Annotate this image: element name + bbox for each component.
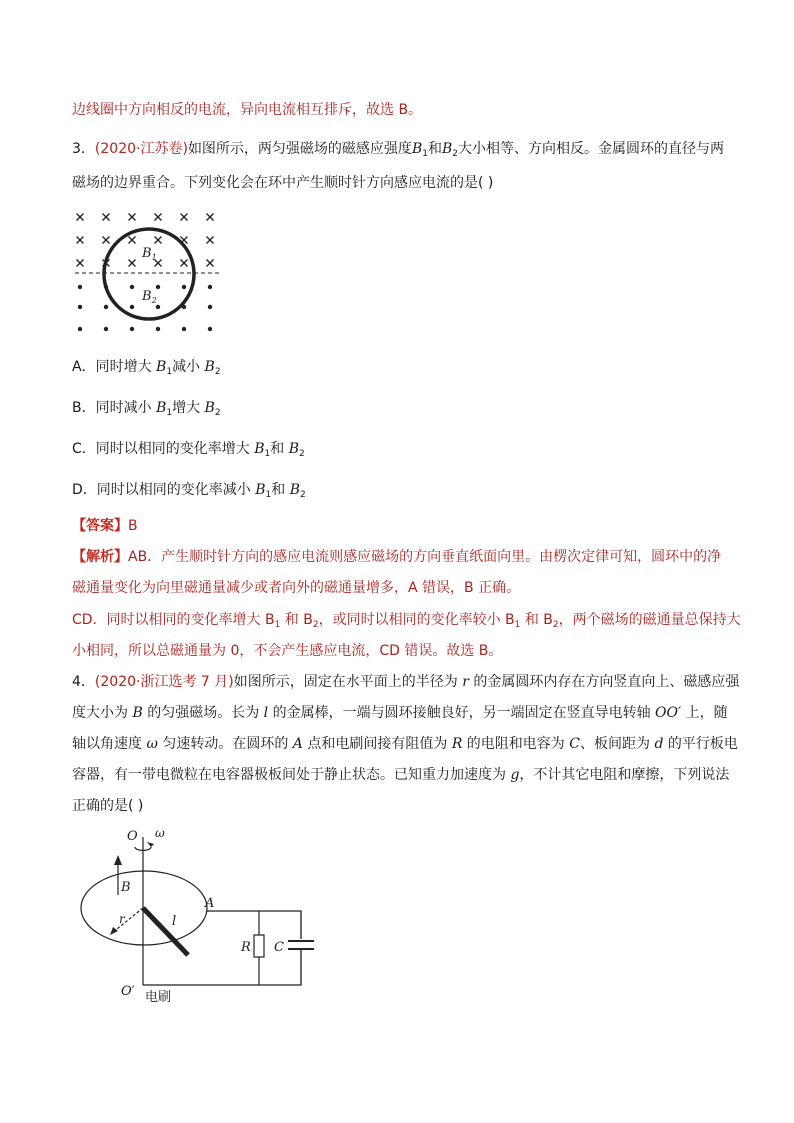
cross-mark	[77, 214, 84, 221]
cross-mark	[155, 237, 162, 244]
cross-mark	[181, 260, 188, 267]
q4-var-b: B	[132, 705, 143, 721]
option-d[interactable]	[72, 480, 306, 505]
analysis-seg: 和 B	[280, 612, 313, 628]
label-resistor: R	[241, 940, 251, 955]
analysis-line3	[72, 610, 741, 635]
option-sub: 1	[166, 367, 173, 377]
q4-var-c: C	[569, 736, 580, 752]
option-letter: B．	[72, 400, 96, 416]
q4-seg: 的金属棒，一端与圆环接触良好，另一端固定在竖直导电转轴	[268, 705, 656, 721]
q4-var-g: g	[510, 767, 520, 783]
q3-field-figure	[70, 205, 230, 335]
option-text: 同时以相同的变化率减小	[96, 482, 256, 498]
option-letter: A．	[72, 359, 96, 375]
option-sub: 1	[265, 490, 272, 500]
metal-rod	[143, 908, 188, 955]
metal-ring	[104, 229, 194, 319]
dot-mark	[208, 285, 212, 289]
radius-line	[112, 908, 143, 933]
q3-b1: B	[411, 141, 423, 157]
answer-line	[72, 516, 138, 536]
cross-mark	[77, 237, 84, 244]
analysis-seg: CD．同时以相同的变化率增大 B	[72, 612, 275, 628]
q3-b2-sub: 2	[452, 149, 458, 159]
cross-mark	[207, 237, 214, 244]
q4-number: 4．	[72, 674, 95, 690]
q4-var-oo: OO′	[655, 705, 682, 721]
label-capacitor: C	[274, 940, 284, 955]
option-sub: 2	[214, 367, 221, 377]
q4-stem-line4	[72, 765, 729, 785]
q4-seg: 匀速转动。在圆环的	[157, 736, 293, 752]
q4-circuit-figure	[75, 825, 335, 1010]
q4-var-d: d	[654, 736, 664, 752]
resistor	[254, 935, 264, 957]
option-sub: 2	[300, 490, 306, 500]
dot-mark	[130, 327, 134, 331]
q4-stem-line1	[72, 672, 739, 692]
q4-seg: 点和电刷间接有阻值为	[302, 736, 452, 752]
option-c[interactable]	[72, 439, 305, 464]
analysis-text-1: AB．产生顺时针方向的感应电流则感应磁场的方向垂直纸面向里。由楞次定律可知，圆环中的净	[128, 549, 722, 565]
option-letter: D．	[72, 482, 97, 498]
label-b1: $B_1$	[142, 246, 157, 262]
q4-seg: 度大小为	[72, 705, 133, 721]
option-text: 和	[271, 482, 290, 498]
option-sub: 1	[166, 408, 173, 418]
option-text: 增大	[172, 400, 205, 416]
q4-seg: 上，随	[681, 705, 728, 721]
answer-label: 【答案】	[72, 518, 128, 534]
option-sub: 2	[299, 449, 305, 459]
analysis-sub: 1	[274, 620, 281, 630]
option-letter: C．	[72, 441, 96, 457]
analysis-line2: 磁通量变化为向里磁通量减少或者向外的磁通量增多，A 错误，B 正确。	[72, 580, 521, 596]
option-text: 和	[270, 441, 289, 457]
q4-stem-line2	[72, 703, 728, 723]
label-l: l	[172, 914, 177, 929]
q4-stem-line5: 正确的是( )	[72, 798, 144, 814]
q4-var-r: r	[462, 674, 469, 690]
option-var: B	[204, 359, 215, 375]
cross-mark	[103, 237, 110, 244]
q3-b2: B	[441, 141, 453, 157]
q3-stem-line1	[72, 139, 724, 164]
q3-stem-line2: 磁场的边界重合。下列变化会在环中产生顺时针方向感应电流的是( )	[72, 175, 494, 191]
label-b2: $B_2$	[142, 289, 157, 305]
cross-mark	[207, 260, 214, 267]
previous-answer-tail: 边线圈中方向相反的电流，异向电流相互排斥，故选 B。	[72, 102, 423, 118]
q4-seg: 的金属圆环内存在方向竖直向上、磁感应强	[468, 674, 740, 690]
q4-seg: 轴以角速度	[72, 736, 147, 752]
cross-mark	[129, 214, 136, 221]
option-var: B	[254, 441, 265, 457]
q4-var-a: A	[292, 736, 303, 752]
option-sub: 1	[264, 449, 271, 459]
q3-stem-b: 大小相等、方向相反。金属圆环的直径与两	[458, 141, 724, 157]
dot-mark	[208, 305, 212, 309]
answer-value: B	[128, 518, 138, 534]
dot-mark	[104, 305, 108, 309]
option-var: B	[288, 441, 300, 457]
dot-mark	[182, 285, 186, 289]
option-text: 减小	[172, 359, 205, 375]
q4-seg: 、板间距为	[579, 736, 655, 752]
analysis-line1	[72, 547, 721, 567]
q4-seg: 的电阻和电容为	[462, 736, 570, 752]
q3-b1-sub: 1	[422, 149, 428, 159]
q4-stem-line3	[72, 734, 738, 754]
analysis-seg: 和 B	[520, 612, 553, 628]
q3-stem-a: 如图所示，两匀强磁场的磁感应强度	[187, 141, 412, 157]
option-text: 同时减小	[95, 400, 157, 416]
option-var: B	[255, 482, 266, 498]
radius-arrowhead-icon	[110, 927, 118, 935]
analysis-seg: ，两个磁场的磁通量总保持大	[558, 612, 741, 628]
option-sub: 2	[214, 408, 221, 418]
q4-seg: 如图所示，固定在水平面上的半径为	[233, 674, 463, 690]
q3-and: 和	[427, 141, 442, 157]
analysis-seg: ，或同时以相同的变化率较小 B	[318, 612, 515, 628]
q4-seg: 容器，有一带电微粒在电容器极板间处于静止状态。已知重力加速度为	[72, 767, 511, 783]
cross-mark	[181, 214, 188, 221]
option-a[interactable]	[72, 357, 221, 382]
q4-var-omega: ω	[146, 736, 158, 752]
label-o: O	[127, 829, 138, 844]
label-brush: 电刷	[145, 990, 172, 1005]
label-o-prime: O′	[121, 984, 135, 999]
dot-mark	[156, 305, 160, 309]
cross-mark	[155, 214, 162, 221]
dot-mark	[156, 327, 160, 331]
label-b: B	[121, 880, 131, 895]
q4-var-r-resistor: R	[451, 736, 463, 752]
cross-mark	[129, 260, 136, 267]
dot-mark	[78, 285, 82, 289]
cross-mark	[77, 260, 84, 267]
dot-mark	[182, 327, 186, 331]
analysis-line4: 小相同，所以总磁通量为 0，不会产生感应电流，CD 错误。故选 B。	[72, 643, 503, 659]
analysis-sub: 1	[514, 620, 521, 630]
option-var: B	[204, 400, 215, 416]
q3-source: (2020·江苏卷)	[94, 141, 188, 157]
q3-number: 3．	[72, 141, 95, 157]
q4-seg: 的匀强磁场。长为	[142, 705, 264, 721]
dot-mark	[130, 285, 134, 289]
cross-mark	[103, 214, 110, 221]
label-omega: ω	[155, 826, 165, 840]
omega-arrowhead-icon	[147, 842, 154, 847]
dot-mark	[78, 327, 82, 331]
cross-mark	[207, 214, 214, 221]
b-arrowhead-icon	[114, 855, 122, 865]
dot-mark	[208, 327, 212, 331]
label-a: A	[205, 896, 215, 911]
option-text: 同时增大	[95, 359, 157, 375]
dot-mark	[78, 305, 82, 309]
option-text: 同时以相同的变化率增大	[95, 441, 255, 457]
dot-mark	[156, 285, 160, 289]
option-var: B	[156, 359, 167, 375]
cross-mark	[129, 237, 136, 244]
analysis-sub: 2	[552, 620, 559, 630]
q4-source: (2020·浙江选考 7 月)	[94, 674, 234, 690]
option-var: B	[289, 482, 301, 498]
analysis-sub: 2	[312, 620, 319, 630]
analysis-label: 【解析】	[72, 549, 128, 565]
option-b[interactable]	[72, 398, 221, 423]
dot-mark	[104, 327, 108, 331]
q4-seg: ，不计其它电阻和摩擦，下列说法	[519, 767, 730, 783]
option-var: B	[156, 400, 167, 416]
q4-seg: 的平行板电	[663, 736, 738, 752]
label-r: r	[119, 912, 125, 926]
dot-mark	[130, 305, 134, 309]
q4-var-l: l	[263, 705, 269, 721]
